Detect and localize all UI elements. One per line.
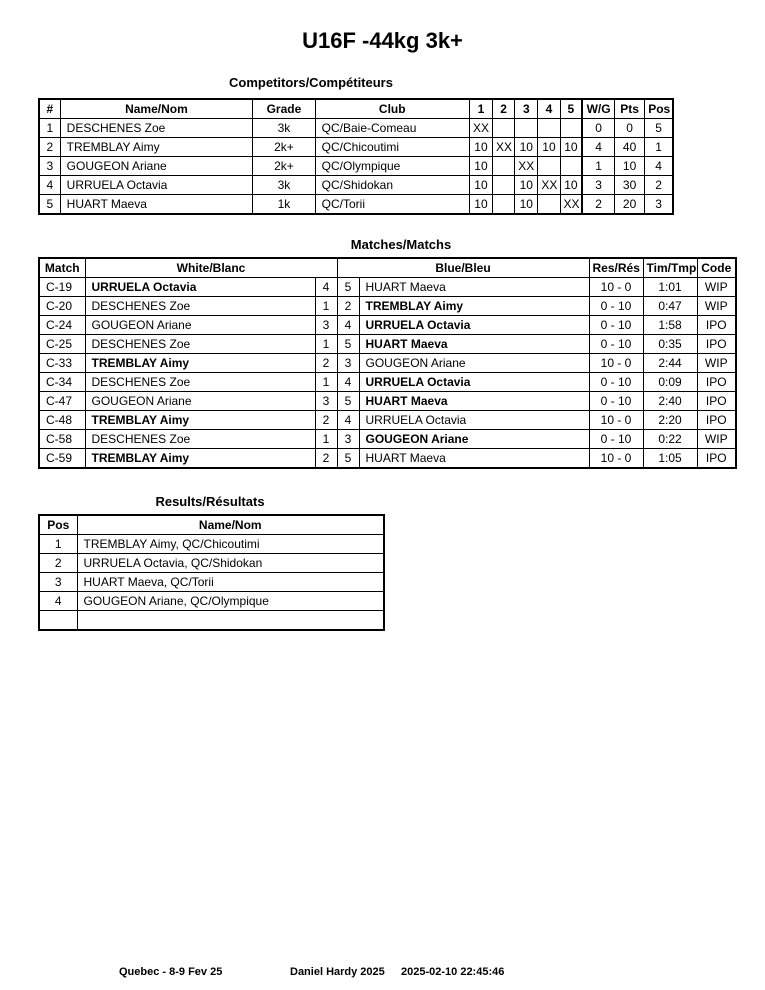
col-header-time: Tim/Tmp [643,258,697,278]
match-id: C-58 [39,430,85,449]
match-code: IPO [697,411,736,430]
match-id: C-25 [39,335,85,354]
match-row [39,430,736,449]
match-result: 0 - 10 [589,373,643,392]
competitor-score-vs-5: XX [560,195,582,215]
col-header-round-3: 3 [515,99,538,119]
blue-competitor-number: 3 [337,430,359,449]
match-row [39,411,736,430]
match-time: 2:44 [643,354,697,373]
competitor-position: 3 [645,195,673,215]
match-id: C-48 [39,411,85,430]
result-row [39,535,384,554]
white-competitor: TREMBLAY Aimy [85,411,315,430]
match-result: 0 - 10 [589,392,643,411]
blue-competitor: HUART Maeva [359,392,589,411]
competitor-number: 2 [39,138,60,157]
competitor-name: DESCHENES Zoe [60,119,253,138]
result-name: TREMBLAY Aimy, QC/Chicoutimi [77,535,384,554]
match-time: 2:20 [643,411,697,430]
match-result: 10 - 0 [589,278,643,297]
match-row [39,316,736,335]
blue-competitor-number: 4 [337,411,359,430]
competitor-score-vs-2: XX [493,138,515,157]
white-competitor: URRUELA Octavia [85,278,315,297]
competitor-grade: 3k [253,119,315,138]
competitor-score-vs-4 [538,119,560,138]
competitor-name: URRUELA Octavia [60,176,253,195]
competitor-score-vs-3: 10 [515,138,538,157]
col-header-name: Name/Nom [60,99,253,119]
blue-competitor-number: 5 [337,335,359,354]
match-row [39,449,736,469]
match-code: IPO [697,373,736,392]
match-result: 10 - 0 [589,449,643,469]
competitor-score-vs-5: 10 [560,138,582,157]
competitor-wins: 3 [582,176,614,195]
match-id: C-19 [39,278,85,297]
competitor-name: HUART Maeva [60,195,253,215]
result-name: URRUELA Octavia, QC/Shidokan [77,554,384,573]
competitor-score-vs-1: 10 [469,176,492,195]
col-header-round-5: 5 [560,99,582,119]
blue-competitor: HUART Maeva [359,335,589,354]
white-competitor: TREMBLAY Aimy [85,354,315,373]
match-result: 0 - 10 [589,297,643,316]
white-competitor-number: 3 [315,316,337,335]
competitor-club: QC/Baie-Comeau [315,119,469,138]
competitors-table [38,98,674,215]
competitor-score-vs-1: XX [469,119,492,138]
competitors-heading: Competitors/Compétiteurs [229,75,393,90]
competitor-club: QC/Shidokan [315,176,469,195]
competitor-row [39,195,673,215]
white-competitor-number: 1 [315,297,337,316]
footer-author: Daniel Hardy 2025 [290,966,385,978]
competitor-position: 1 [645,138,673,157]
blue-competitor: GOUGEON Ariane [359,430,589,449]
competitor-points: 20 [614,195,644,215]
competitor-score-vs-5: 10 [560,176,582,195]
matches-heading: Matches/Matchs [350,237,452,252]
match-result: 0 - 10 [589,335,643,354]
col-header-pts: Pts [614,99,644,119]
col-header-club: Club [315,99,469,119]
col-header-match: Match [39,258,85,278]
match-row [39,392,736,411]
match-time: 0:22 [643,430,697,449]
white-competitor-number: 4 [315,278,337,297]
result-row [39,573,384,592]
results-table [38,514,385,631]
match-time: 1:05 [643,449,697,469]
col-header-white: White/Blanc [85,258,337,278]
white-competitor-number: 2 [315,411,337,430]
competitor-wins: 2 [582,195,614,215]
blue-competitor: URRUELA Octavia [359,373,589,392]
match-code: IPO [697,335,736,354]
competitor-number: 5 [39,195,60,215]
white-competitor: GOUGEON Ariane [85,316,315,335]
blue-competitor-number: 3 [337,354,359,373]
col-header-pos: Pos [645,99,673,119]
competitor-wins: 0 [582,119,614,138]
white-competitor: DESCHENES Zoe [85,335,315,354]
match-time: 2:40 [643,392,697,411]
white-competitor-number: 3 [315,392,337,411]
competitor-wins: 4 [582,138,614,157]
result-name: GOUGEON Ariane, QC/Olympique [77,592,384,611]
competitor-score-vs-4: 10 [538,138,560,157]
competitor-score-vs-3 [515,119,538,138]
match-id: C-24 [39,316,85,335]
matches-header-row [39,258,736,278]
competitor-number: 3 [39,157,60,176]
competitor-score-vs-1: 10 [469,138,492,157]
match-code: WIP [697,430,736,449]
white-competitor: DESCHENES Zoe [85,430,315,449]
competitor-score-vs-1: 10 [469,157,492,176]
match-id: C-20 [39,297,85,316]
match-row [39,373,736,392]
competitor-position: 2 [645,176,673,195]
col-header-result-name: Name/Nom [77,515,384,535]
white-competitor-number: 2 [315,354,337,373]
blue-competitor-number: 5 [337,392,359,411]
competitor-name: GOUGEON Ariane [60,157,253,176]
white-competitor-number: 1 [315,430,337,449]
match-id: C-47 [39,392,85,411]
competitor-points: 10 [614,157,644,176]
competitor-score-vs-5 [560,119,582,138]
blue-competitor: HUART Maeva [359,278,589,297]
result-position: 4 [39,592,77,611]
match-id: C-59 [39,449,85,469]
competitor-score-vs-2 [493,195,515,215]
col-header-code: Code [697,258,736,278]
blue-competitor: HUART Maeva [359,449,589,469]
competitor-grade: 2k+ [253,157,315,176]
match-id: C-33 [39,354,85,373]
results-heading: Results/Résultats [155,494,265,509]
white-competitor: DESCHENES Zoe [85,297,315,316]
competitor-score-vs-2 [493,119,515,138]
white-competitor: GOUGEON Ariane [85,392,315,411]
competitor-score-vs-4 [538,195,560,215]
result-position: 2 [39,554,77,573]
matches-table [38,257,737,469]
match-time: 1:58 [643,316,697,335]
col-header-grade: Grade [253,99,315,119]
competitor-row [39,176,673,195]
match-code: IPO [697,392,736,411]
match-code: IPO [697,449,736,469]
blue-competitor-number: 5 [337,449,359,469]
result-row [39,592,384,611]
col-header-round-4: 4 [538,99,560,119]
match-row [39,297,736,316]
white-competitor-number: 1 [315,335,337,354]
col-header-blue: Blue/Bleu [337,258,589,278]
competitor-club: QC/Torii [315,195,469,215]
competitor-score-vs-2 [493,157,515,176]
result-row [39,554,384,573]
match-code: WIP [697,278,736,297]
result-position: 1 [39,535,77,554]
blue-competitor-number: 4 [337,373,359,392]
competitor-score-vs-3: 10 [515,195,538,215]
result-position [39,611,77,631]
blue-competitor: URRUELA Octavia [359,411,589,430]
competitor-grade: 1k [253,195,315,215]
blue-competitor-number: 4 [337,316,359,335]
match-row [39,354,736,373]
competitor-position: 4 [645,157,673,176]
col-header-wg: W/G [582,99,614,119]
match-code: WIP [697,354,736,373]
result-position: 3 [39,573,77,592]
competitor-score-vs-3: 10 [515,176,538,195]
competitor-points: 30 [614,176,644,195]
competitor-grade: 2k+ [253,138,315,157]
match-code: WIP [697,297,736,316]
competitor-score-vs-4 [538,157,560,176]
competitor-points: 0 [614,119,644,138]
competitor-position: 5 [645,119,673,138]
footer-event: Quebec - 8-9 Fev 25 [119,966,223,978]
match-time: 0:47 [643,297,697,316]
competitor-number: 4 [39,176,60,195]
match-result: 0 - 10 [589,430,643,449]
competitor-points: 40 [614,138,644,157]
result-row [39,611,384,631]
match-row [39,278,736,297]
match-id: C-34 [39,373,85,392]
competitor-number: 1 [39,119,60,138]
competitor-row [39,157,673,176]
blue-competitor-number: 2 [337,297,359,316]
competitor-row [39,119,673,138]
white-competitor-number: 2 [315,449,337,469]
competitor-name: TREMBLAY Aimy [60,138,253,157]
competitor-score-vs-5 [560,157,582,176]
competitor-row [39,138,673,157]
blue-competitor: URRUELA Octavia [359,316,589,335]
blue-competitor: TREMBLAY Aimy [359,297,589,316]
match-time: 1:01 [643,278,697,297]
col-header-num: # [39,99,60,119]
white-competitor-number: 1 [315,373,337,392]
page-title: U16F -44kg 3k+ [302,28,463,53]
competitor-wins: 1 [582,157,614,176]
match-result: 10 - 0 [589,411,643,430]
blue-competitor: GOUGEON Ariane [359,354,589,373]
result-name [77,611,384,631]
white-competitor: TREMBLAY Aimy [85,449,315,469]
match-time: 0:35 [643,335,697,354]
competitor-score-vs-2 [493,176,515,195]
competitor-score-vs-3: XX [515,157,538,176]
results-header-row [39,515,384,535]
col-header-round-1: 1 [469,99,492,119]
competitor-score-vs-1: 10 [469,195,492,215]
footer-timestamp: 2025-02-10 22:45:46 [401,966,505,978]
blue-competitor-number: 5 [337,278,359,297]
white-competitor: DESCHENES Zoe [85,373,315,392]
competitors-header-row [39,99,673,119]
match-time: 0:09 [643,373,697,392]
match-code: IPO [697,316,736,335]
competitor-club: QC/Olympique [315,157,469,176]
result-name: HUART Maeva, QC/Torii [77,573,384,592]
col-header-round-2: 2 [493,99,515,119]
match-row [39,335,736,354]
competitor-grade: 3k [253,176,315,195]
col-header-result-pos: Pos [39,515,77,535]
competitor-club: QC/Chicoutimi [315,138,469,157]
match-result: 0 - 10 [589,316,643,335]
match-result: 10 - 0 [589,354,643,373]
col-header-result: Res/Rés [589,258,643,278]
competitor-score-vs-4: XX [538,176,560,195]
